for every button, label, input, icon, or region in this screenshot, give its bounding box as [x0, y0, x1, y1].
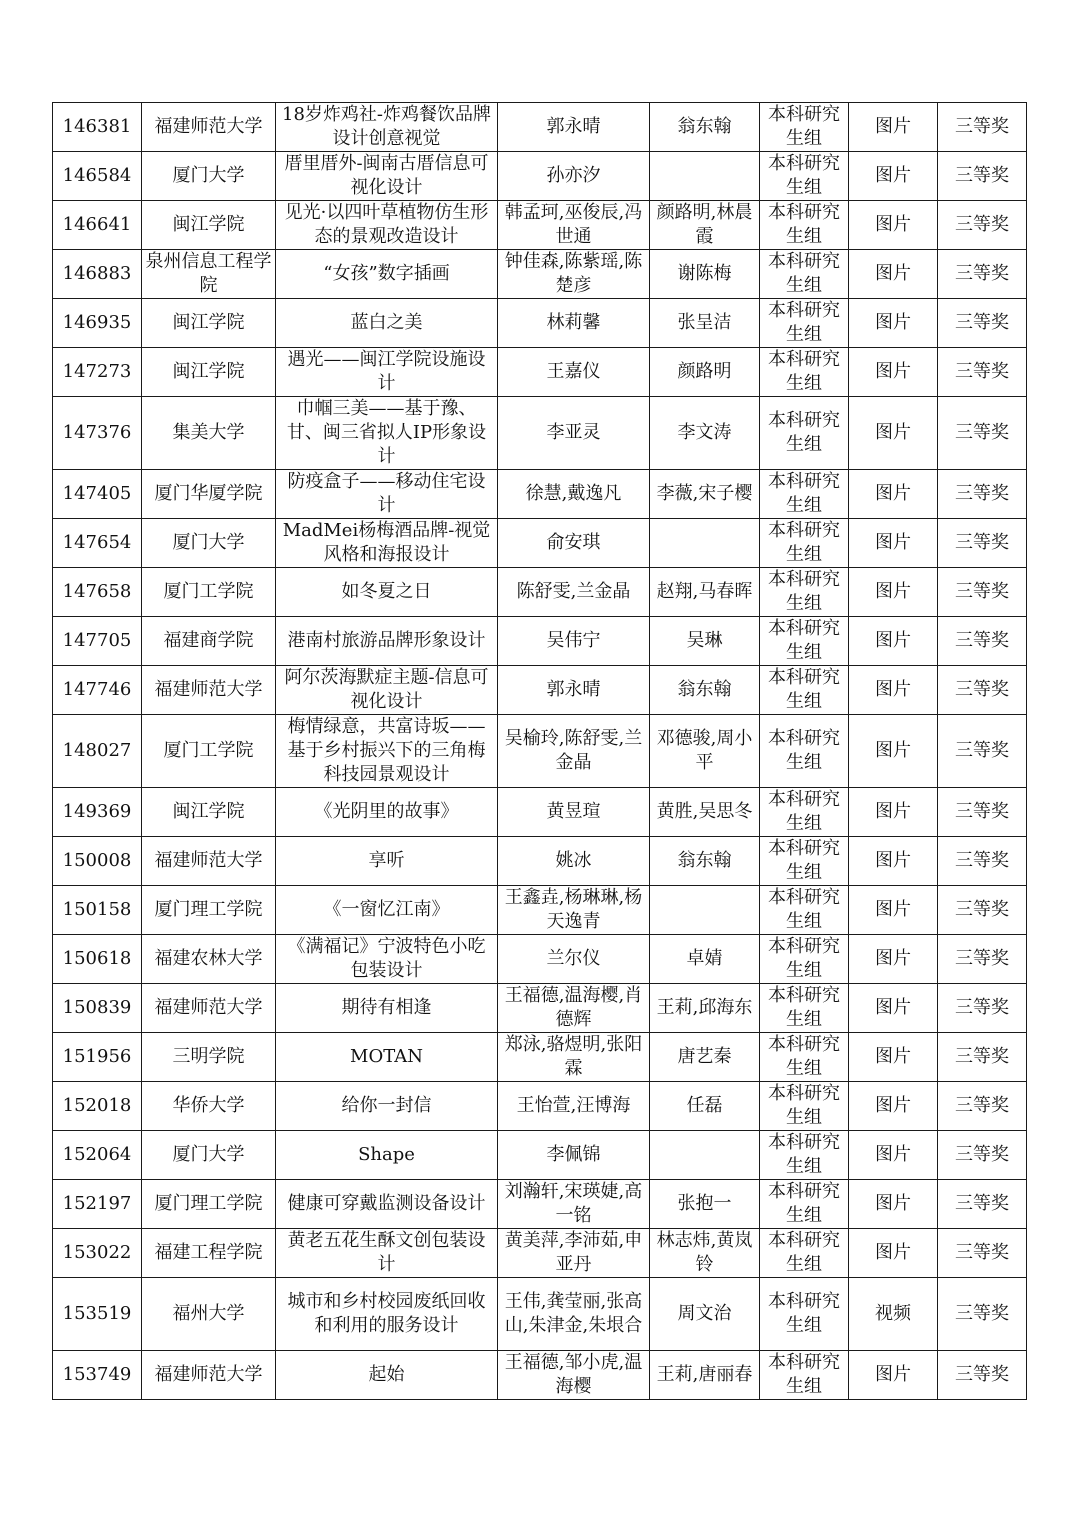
school-name-cell: 厦门工学院: [142, 715, 276, 788]
authors-cell: 俞安琪: [498, 519, 650, 568]
school-name-cell: 三明学院: [142, 1033, 276, 1082]
awards-table: [52, 102, 1027, 1400]
advisor-cell: 周文治: [650, 1278, 760, 1351]
table-row: [53, 837, 1027, 886]
advisor-cell: 翁东翰: [650, 103, 760, 152]
authors-cell: 孙亦汐: [498, 152, 650, 201]
entry-id-cell: 146584: [53, 152, 142, 201]
award-cell: 三等奖: [938, 715, 1027, 788]
entry-type-cell: 图片: [849, 715, 938, 788]
group-cell: 本科研究生组: [760, 935, 849, 984]
work-title-cell: 18岁炸鸡社-炸鸡餐饮品牌设计创意视觉: [276, 103, 498, 152]
award-cell: 三等奖: [938, 935, 1027, 984]
entry-id-cell: 147746: [53, 666, 142, 715]
advisor-cell: 颜路明: [650, 348, 760, 397]
table-row: [53, 1131, 1027, 1180]
authors-cell: 黄昱瑄: [498, 788, 650, 837]
authors-cell: 陈舒雯,兰金晶: [498, 568, 650, 617]
group-cell: 本科研究生组: [760, 152, 849, 201]
group-cell: 本科研究生组: [760, 715, 849, 788]
group-cell: 本科研究生组: [760, 299, 849, 348]
entry-id-cell: 146641: [53, 201, 142, 250]
table-row: [53, 715, 1027, 788]
award-cell: 三等奖: [938, 250, 1027, 299]
entry-id-cell: 153519: [53, 1278, 142, 1351]
entry-type-cell: 图片: [849, 617, 938, 666]
group-cell: 本科研究生组: [760, 617, 849, 666]
group-cell: 本科研究生组: [760, 1033, 849, 1082]
work-title-cell: MOTAN: [276, 1033, 498, 1082]
entry-id-cell: 147658: [53, 568, 142, 617]
award-cell: 三等奖: [938, 348, 1027, 397]
advisor-cell: 卓婧: [650, 935, 760, 984]
entry-type-cell: 图片: [849, 837, 938, 886]
school-name-cell: 福建师范大学: [142, 103, 276, 152]
award-cell: 三等奖: [938, 152, 1027, 201]
table-row: [53, 348, 1027, 397]
entry-type-cell: 图片: [849, 568, 938, 617]
award-cell: 三等奖: [938, 1180, 1027, 1229]
award-cell: 三等奖: [938, 666, 1027, 715]
group-cell: 本科研究生组: [760, 250, 849, 299]
award-cell: 三等奖: [938, 1229, 1027, 1278]
school-name-cell: 福建师范大学: [142, 984, 276, 1033]
group-cell: 本科研究生组: [760, 568, 849, 617]
authors-cell: 兰尔仪: [498, 935, 650, 984]
authors-cell: 李佩锦: [498, 1131, 650, 1180]
entry-type-cell: 图片: [849, 470, 938, 519]
entry-type-cell: 图片: [849, 250, 938, 299]
authors-cell: 韩孟珂,巫俊辰,冯世通: [498, 201, 650, 250]
authors-cell: 王嘉仪: [498, 348, 650, 397]
award-cell: 三等奖: [938, 1082, 1027, 1131]
award-cell: 三等奖: [938, 519, 1027, 568]
award-cell: 三等奖: [938, 299, 1027, 348]
work-title-cell: 享听: [276, 837, 498, 886]
group-cell: 本科研究生组: [760, 666, 849, 715]
work-title-cell: 黄老五花生酥文创包装设计: [276, 1229, 498, 1278]
entry-id-cell: 152064: [53, 1131, 142, 1180]
school-name-cell: 华侨大学: [142, 1082, 276, 1131]
work-title-cell: 厝里厝外-闽南古厝信息可视化设计: [276, 152, 498, 201]
school-name-cell: 厦门工学院: [142, 568, 276, 617]
award-cell: 三等奖: [938, 1278, 1027, 1351]
authors-cell: 郭永晴: [498, 103, 650, 152]
entry-id-cell: 151956: [53, 1033, 142, 1082]
school-name-cell: 福建师范大学: [142, 837, 276, 886]
entry-id-cell: 147654: [53, 519, 142, 568]
advisor-cell: 王莉,邱海东: [650, 984, 760, 1033]
authors-cell: 林莉馨: [498, 299, 650, 348]
entry-type-cell: 图片: [849, 348, 938, 397]
authors-cell: 王伟,龚莹丽,张高山,朱津金,朱垠合: [498, 1278, 650, 1351]
table-row: [53, 666, 1027, 715]
group-cell: 本科研究生组: [760, 1131, 849, 1180]
advisor-cell: 黄胜,吴思冬: [650, 788, 760, 837]
entry-type-cell: 图片: [849, 1180, 938, 1229]
award-cell: 三等奖: [938, 886, 1027, 935]
advisor-cell: 唐艺秦: [650, 1033, 760, 1082]
school-name-cell: 厦门大学: [142, 1131, 276, 1180]
school-name-cell: 闽江学院: [142, 299, 276, 348]
award-cell: 三等奖: [938, 617, 1027, 666]
table-row: [53, 788, 1027, 837]
advisor-cell: [650, 519, 760, 568]
authors-cell: 黄美萍,李沛茹,申亚丹: [498, 1229, 650, 1278]
entry-id-cell: 150008: [53, 837, 142, 886]
entry-type-cell: 图片: [849, 1229, 938, 1278]
entry-id-cell: 153022: [53, 1229, 142, 1278]
work-title-cell: Shape: [276, 1131, 498, 1180]
entry-id-cell: 147376: [53, 397, 142, 470]
group-cell: 本科研究生组: [760, 984, 849, 1033]
work-title-cell: 梅情绿意，共富诗坂——基于乡村振兴下的三角梅科技园景观设计: [276, 715, 498, 788]
entry-type-cell: 图片: [849, 886, 938, 935]
table-row: [53, 470, 1027, 519]
work-title-cell: 如冬夏之日: [276, 568, 498, 617]
table-row: [53, 1082, 1027, 1131]
advisor-cell: 李文涛: [650, 397, 760, 470]
table-row: [53, 250, 1027, 299]
work-title-cell: MadMei杨梅酒品牌-视觉风格和海报设计: [276, 519, 498, 568]
table-row: [53, 886, 1027, 935]
group-cell: 本科研究生组: [760, 788, 849, 837]
entry-id-cell: 147705: [53, 617, 142, 666]
table-row: [53, 1278, 1027, 1351]
school-name-cell: 闽江学院: [142, 201, 276, 250]
school-name-cell: 泉州信息工程学院: [142, 250, 276, 299]
school-name-cell: 福建师范大学: [142, 1351, 276, 1400]
entry-id-cell: 146381: [53, 103, 142, 152]
table-row: [53, 1180, 1027, 1229]
entry-id-cell: 148027: [53, 715, 142, 788]
entry-type-cell: 图片: [849, 299, 938, 348]
award-cell: 三等奖: [938, 788, 1027, 837]
work-title-cell: 见光·以四叶草植物仿生形态的景观改造设计: [276, 201, 498, 250]
entry-id-cell: 146935: [53, 299, 142, 348]
entry-id-cell: 146883: [53, 250, 142, 299]
entry-id-cell: 147405: [53, 470, 142, 519]
advisor-cell: [650, 1131, 760, 1180]
authors-cell: 姚冰: [498, 837, 650, 886]
work-title-cell: 阿尔茨海默症主题-信息可视化设计: [276, 666, 498, 715]
entry-id-cell: 152197: [53, 1180, 142, 1229]
advisor-cell: 张抱一: [650, 1180, 760, 1229]
advisor-cell: 李薇,宋子樱: [650, 470, 760, 519]
table-row: [53, 397, 1027, 470]
work-title-cell: 《光阴里的故事》: [276, 788, 498, 837]
authors-cell: 王福德,温海樱,肖德辉: [498, 984, 650, 1033]
advisor-cell: [650, 152, 760, 201]
entry-id-cell: 147273: [53, 348, 142, 397]
entry-type-cell: 视频: [849, 1278, 938, 1351]
advisor-cell: 颜路明,林晨霞: [650, 201, 760, 250]
authors-cell: 王福德,邹小虎,温海樱: [498, 1351, 650, 1400]
work-title-cell: 防疫盒子——移动住宅设计: [276, 470, 498, 519]
entry-type-cell: 图片: [849, 103, 938, 152]
group-cell: 本科研究生组: [760, 1229, 849, 1278]
work-title-cell: 给你一封信: [276, 1082, 498, 1131]
table-row: [53, 1033, 1027, 1082]
group-cell: 本科研究生组: [760, 1351, 849, 1400]
advisor-cell: 任磊: [650, 1082, 760, 1131]
work-title-cell: 城市和乡村校园废纸回收和利用的服务设计: [276, 1278, 498, 1351]
group-cell: 本科研究生组: [760, 103, 849, 152]
school-name-cell: 闽江学院: [142, 788, 276, 837]
authors-cell: 徐慧,戴逸凡: [498, 470, 650, 519]
entry-type-cell: 图片: [849, 935, 938, 984]
award-cell: 三等奖: [938, 397, 1027, 470]
group-cell: 本科研究生组: [760, 837, 849, 886]
table-row: [53, 103, 1027, 152]
group-cell: 本科研究生组: [760, 1278, 849, 1351]
group-cell: 本科研究生组: [760, 1180, 849, 1229]
table-row: [53, 201, 1027, 250]
authors-cell: 郑泳,骆煜明,张阳霖: [498, 1033, 650, 1082]
table-row: [53, 617, 1027, 666]
work-title-cell: “女孩”数字插画: [276, 250, 498, 299]
school-name-cell: 厦门大学: [142, 152, 276, 201]
advisor-cell: 翁东翰: [650, 666, 760, 715]
group-cell: 本科研究生组: [760, 470, 849, 519]
award-cell: 三等奖: [938, 837, 1027, 886]
authors-cell: 钟佳森,陈紫瑶,陈楚彦: [498, 250, 650, 299]
work-title-cell: 期待有相逢: [276, 984, 498, 1033]
award-cell: 三等奖: [938, 1131, 1027, 1180]
school-name-cell: 厦门大学: [142, 519, 276, 568]
entry-type-cell: 图片: [849, 1082, 938, 1131]
advisor-cell: 张呈洁: [650, 299, 760, 348]
award-cell: 三等奖: [938, 103, 1027, 152]
entry-type-cell: 图片: [849, 1033, 938, 1082]
group-cell: 本科研究生组: [760, 886, 849, 935]
table-row: [53, 568, 1027, 617]
work-title-cell: 港南村旅游品牌形象设计: [276, 617, 498, 666]
award-cell: 三等奖: [938, 1351, 1027, 1400]
work-title-cell: 遇光——闽江学院设施设计: [276, 348, 498, 397]
school-name-cell: 厦门理工学院: [142, 1180, 276, 1229]
table-row: [53, 935, 1027, 984]
award-cell: 三等奖: [938, 470, 1027, 519]
entry-type-cell: 图片: [849, 1131, 938, 1180]
entry-id-cell: 150158: [53, 886, 142, 935]
entry-id-cell: 150839: [53, 984, 142, 1033]
school-name-cell: 福州大学: [142, 1278, 276, 1351]
entry-id-cell: 153749: [53, 1351, 142, 1400]
entry-type-cell: 图片: [849, 519, 938, 568]
authors-cell: 王怡萱,汪博海: [498, 1082, 650, 1131]
school-name-cell: 集美大学: [142, 397, 276, 470]
authors-cell: 吴榆玲,陈舒雯,兰金晶: [498, 715, 650, 788]
table-row: [53, 519, 1027, 568]
entry-id-cell: 152018: [53, 1082, 142, 1131]
group-cell: 本科研究生组: [760, 397, 849, 470]
advisor-cell: 王莉,唐丽春: [650, 1351, 760, 1400]
table-row: [53, 1351, 1027, 1400]
advisor-cell: 林志炜,黄岚铃: [650, 1229, 760, 1278]
group-cell: 本科研究生组: [760, 1082, 849, 1131]
work-title-cell: 蓝白之美: [276, 299, 498, 348]
group-cell: 本科研究生组: [760, 519, 849, 568]
table-row: [53, 299, 1027, 348]
work-title-cell: 起始: [276, 1351, 498, 1400]
entry-type-cell: 图片: [849, 397, 938, 470]
table-row: [53, 984, 1027, 1033]
work-title-cell: 巾帼三美——基于豫、甘、闽三省拟人IP形象设计: [276, 397, 498, 470]
table-row: [53, 1229, 1027, 1278]
advisor-cell: 翁东翰: [650, 837, 760, 886]
work-title-cell: 《一窗忆江南》: [276, 886, 498, 935]
entry-type-cell: 图片: [849, 984, 938, 1033]
school-name-cell: 闽江学院: [142, 348, 276, 397]
advisor-cell: [650, 886, 760, 935]
school-name-cell: 福建师范大学: [142, 666, 276, 715]
entry-id-cell: 149369: [53, 788, 142, 837]
authors-cell: 李亚灵: [498, 397, 650, 470]
award-cell: 三等奖: [938, 1033, 1027, 1082]
advisor-cell: 赵翔,马春晖: [650, 568, 760, 617]
school-name-cell: 厦门华厦学院: [142, 470, 276, 519]
authors-cell: 郭永晴: [498, 666, 650, 715]
school-name-cell: 福建商学院: [142, 617, 276, 666]
entry-type-cell: 图片: [849, 152, 938, 201]
authors-cell: 吴伟宁: [498, 617, 650, 666]
award-cell: 三等奖: [938, 201, 1027, 250]
advisor-cell: 邓德骏,周小平: [650, 715, 760, 788]
authors-cell: 刘瀚轩,宋瑛婕,高一铭: [498, 1180, 650, 1229]
entry-type-cell: 图片: [849, 666, 938, 715]
group-cell: 本科研究生组: [760, 348, 849, 397]
advisor-cell: 吴琳: [650, 617, 760, 666]
group-cell: 本科研究生组: [760, 201, 849, 250]
entry-type-cell: 图片: [849, 201, 938, 250]
work-title-cell: 健康可穿戴监测设备设计: [276, 1180, 498, 1229]
school-name-cell: 福建农林大学: [142, 935, 276, 984]
school-name-cell: 厦门理工学院: [142, 886, 276, 935]
entry-type-cell: 图片: [849, 1351, 938, 1400]
advisor-cell: 谢陈梅: [650, 250, 760, 299]
table-row: [53, 152, 1027, 201]
award-cell: 三等奖: [938, 984, 1027, 1033]
authors-cell: 王鑫垚,杨琳琳,杨天逸青: [498, 886, 650, 935]
work-title-cell: 《满福记》宁波特色小吃包装设计: [276, 935, 498, 984]
entry-type-cell: 图片: [849, 788, 938, 837]
award-cell: 三等奖: [938, 568, 1027, 617]
entry-id-cell: 150618: [53, 935, 142, 984]
school-name-cell: 福建工程学院: [142, 1229, 276, 1278]
